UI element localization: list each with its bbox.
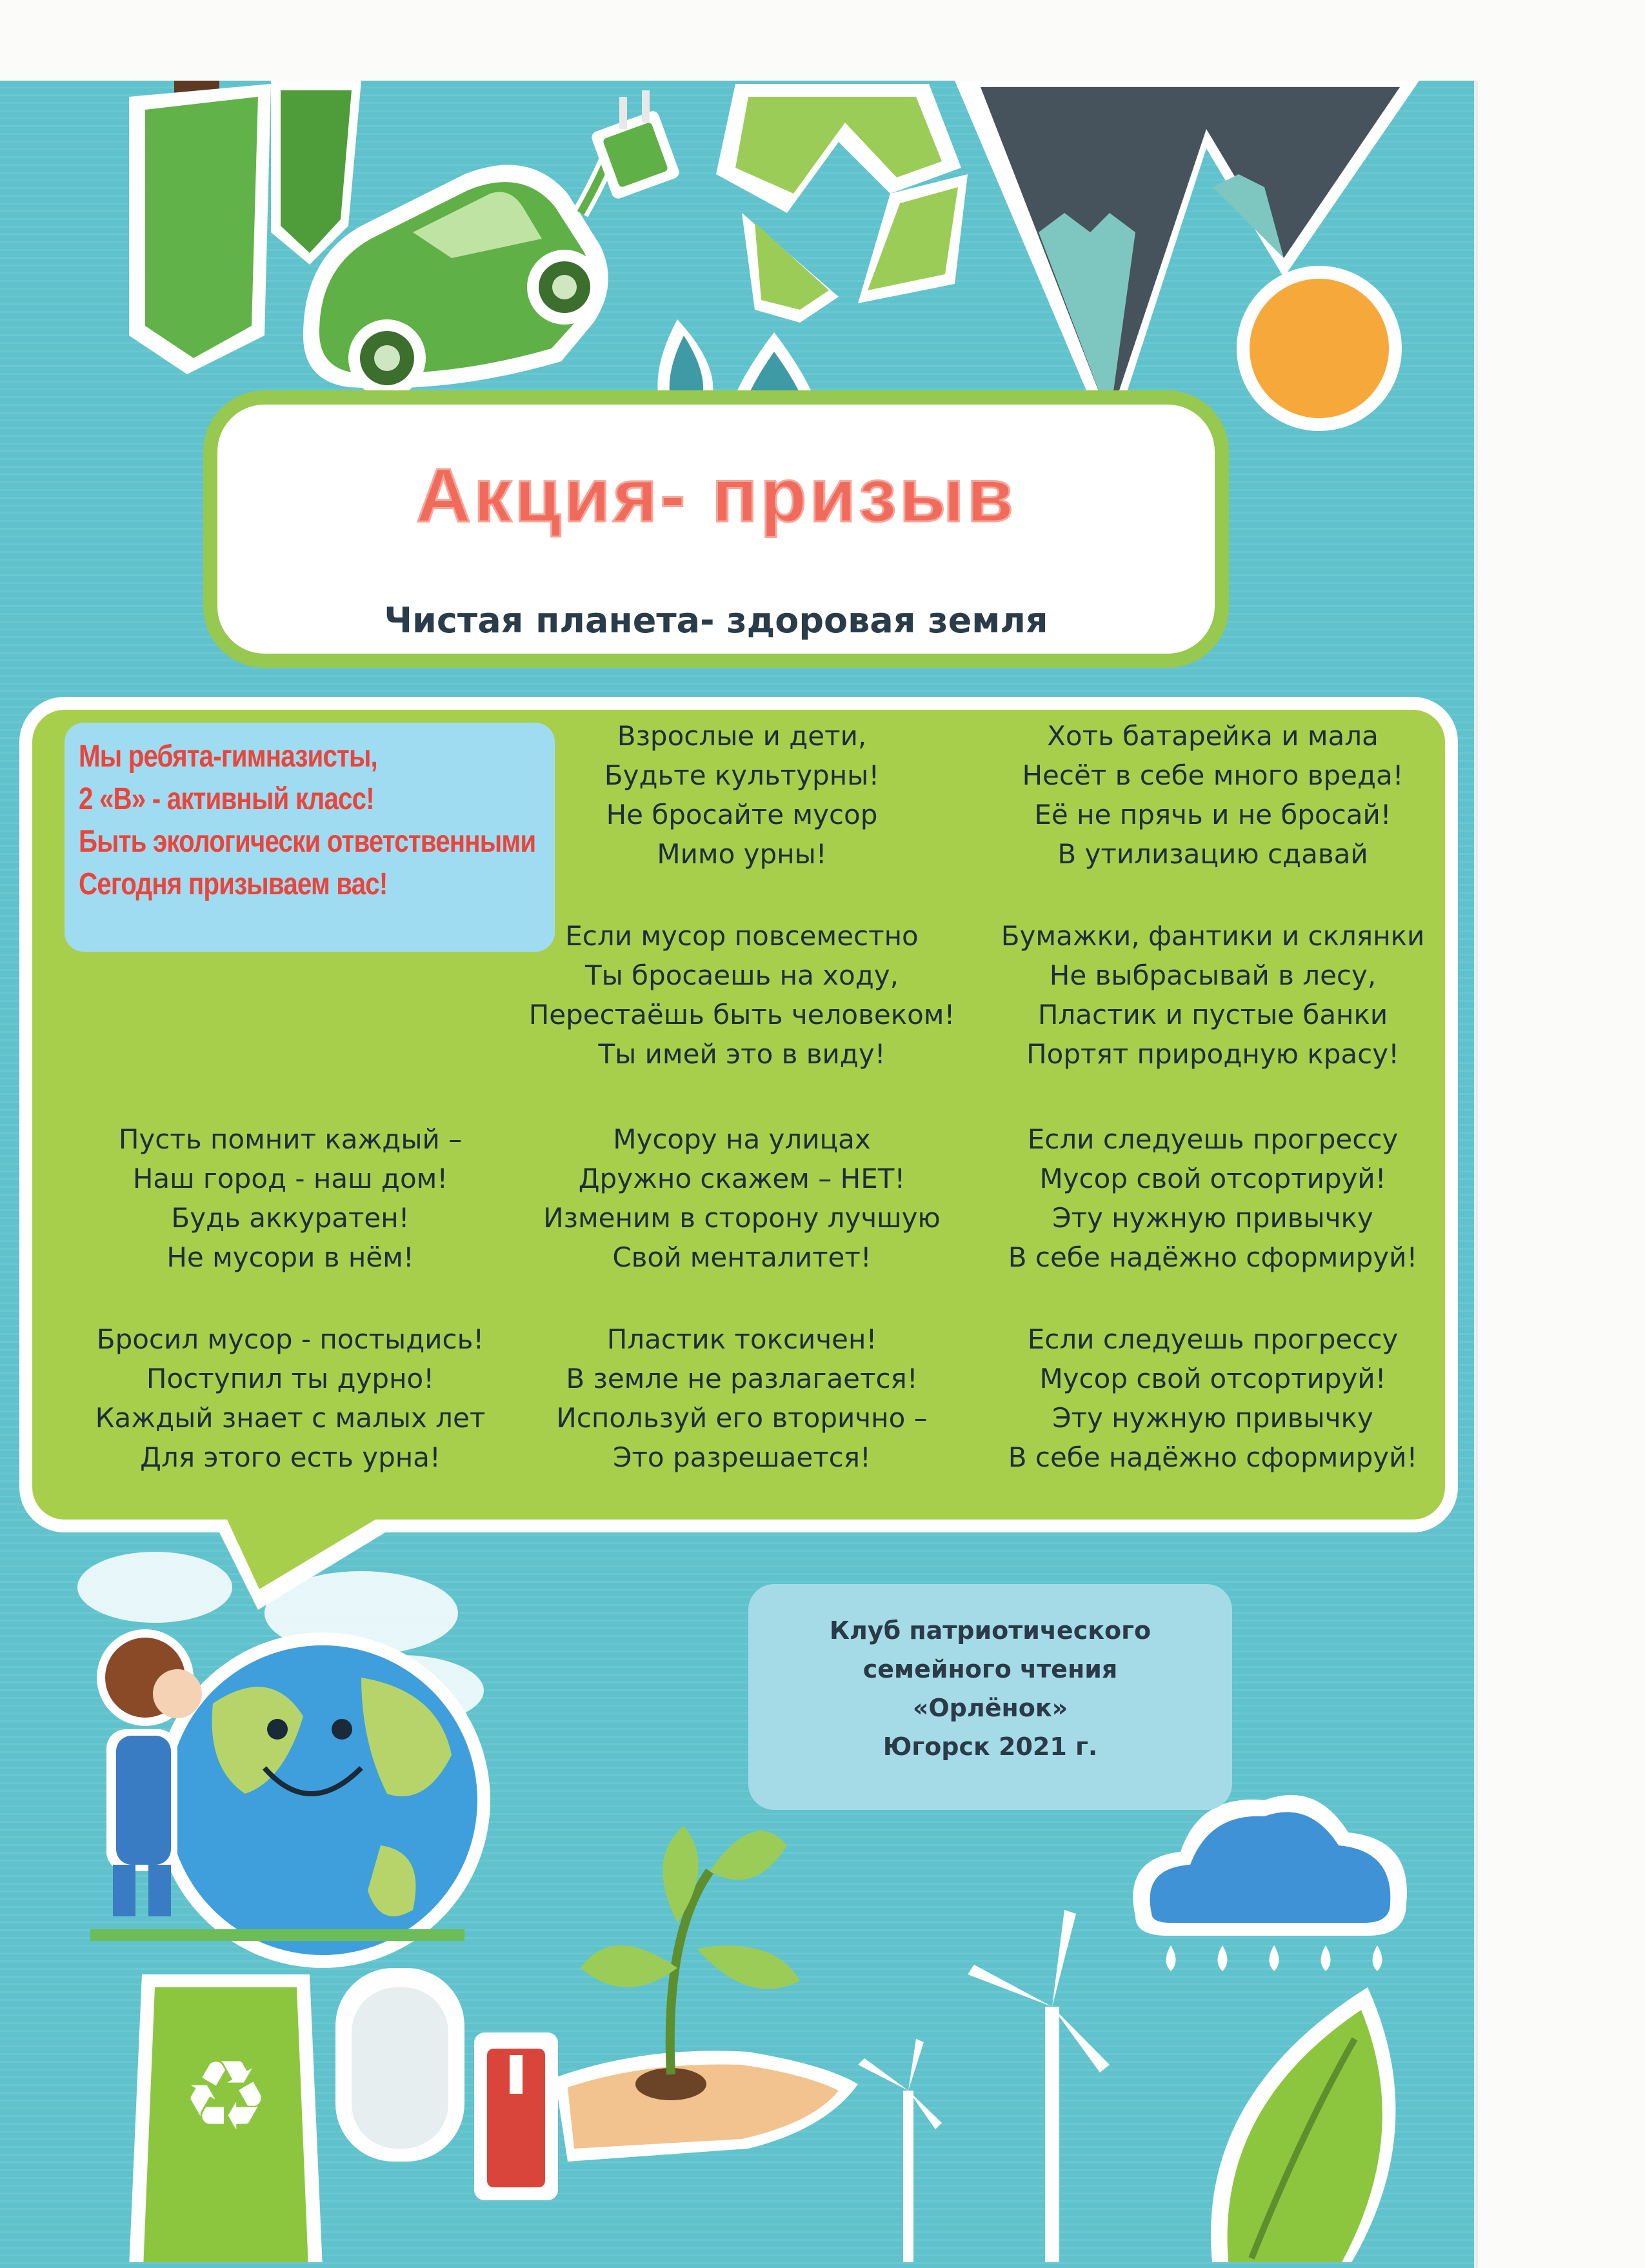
club-line: «Орлёнок» bbox=[912, 1694, 1068, 1722]
stanza bbox=[516, 716, 968, 874]
club-caption bbox=[748, 1584, 1232, 1810]
intro-line: Сегодня призываем вас! bbox=[79, 867, 388, 901]
stanza-line: Эту нужную привычку bbox=[1052, 1202, 1373, 1234]
stanza-line: Это разрешается! bbox=[613, 1441, 871, 1473]
stanza bbox=[516, 1119, 968, 1277]
stanza-line: Не бросайте мусор bbox=[606, 799, 878, 830]
pine-tree-left bbox=[145, 97, 258, 358]
stanza-line: Эту нужную привычку bbox=[1052, 1402, 1373, 1434]
stanza-line: Не выбрасывай в лесу, bbox=[1049, 959, 1377, 991]
stanza-line: Бумажки, фантики и склянки bbox=[1001, 920, 1425, 952]
battery-icon bbox=[474, 2032, 558, 2200]
stanza-line: Используй его вторично – bbox=[556, 1402, 928, 1434]
rain-cloud-icon bbox=[1133, 1795, 1407, 1971]
stanza bbox=[516, 916, 968, 1074]
stanza bbox=[65, 1320, 516, 1477]
stanza-line: Пластик и пустые банки bbox=[1037, 999, 1388, 1030]
stanza-line: Мусор свой отсортируй! bbox=[1039, 1363, 1386, 1394]
wind-turbines-icon bbox=[858, 1910, 1110, 2262]
intro-line: Быть экологически ответственными bbox=[79, 825, 536, 859]
stanza-line: Будьте культурны! bbox=[604, 759, 880, 791]
club-line: Клуб патриотического bbox=[829, 1616, 1152, 1645]
stanza-line: Её не прячь и не бросай! bbox=[1034, 799, 1391, 830]
stanza-line: В земле не разлагается! bbox=[566, 1363, 918, 1394]
stanza bbox=[65, 1119, 516, 1277]
stanza-line: Хоть батарейка и мала bbox=[1047, 720, 1379, 752]
stanza-line: Перестаёшь быть человеком! bbox=[528, 999, 955, 1030]
stanza-line: Для этого есть урна! bbox=[140, 1441, 441, 1473]
stanza-line: Мусор свой отсортируй! bbox=[1039, 1163, 1386, 1194]
stanza-line: Бросил мусор - постыдись! bbox=[96, 1323, 484, 1355]
club-line: Югорск 2021 г. bbox=[882, 1732, 1098, 1761]
stanza bbox=[981, 716, 1445, 874]
stanza-line: Будь аккуратен! bbox=[171, 1202, 410, 1234]
stanza-line: Ты бросаешь на ходу, bbox=[585, 959, 899, 991]
stanza bbox=[516, 1320, 968, 1477]
stanza-line: Мимо урны! bbox=[657, 838, 827, 870]
stanza-line: Несёт в себе много вреда! bbox=[1022, 759, 1404, 791]
stanza-line: Мусору на улицах bbox=[613, 1123, 871, 1155]
stanza-line: В утилизацию сдавай bbox=[1057, 838, 1368, 870]
svg-text:♻: ♻ bbox=[182, 2040, 270, 2153]
stanza-line: Не мусори в нём! bbox=[166, 1241, 414, 1273]
stanza-line: Каждый знает с малых лет bbox=[95, 1402, 486, 1434]
stanza bbox=[981, 1119, 1445, 1277]
stanza bbox=[981, 1320, 1445, 1477]
stanza-line: Ты имей это в виду! bbox=[598, 1038, 886, 1070]
stanza-line: Если мусор повсеместно bbox=[565, 920, 919, 952]
intro-line: Мы ребята-гимназисты, bbox=[79, 739, 377, 774]
stanza-line: В себе надёжно сформируй! bbox=[1008, 1441, 1418, 1473]
stanza-line: Дружно скажем – НЕТ! bbox=[578, 1163, 906, 1194]
speech-bubble-tail-fill bbox=[227, 1520, 375, 1589]
stanza-line: Свой менталитет! bbox=[612, 1241, 872, 1273]
stanza-line: Пластик токсичен! bbox=[606, 1323, 877, 1355]
intro-box bbox=[65, 723, 555, 952]
earth-globe-icon bbox=[155, 1632, 490, 1968]
stanza-line: Портят природную красу! bbox=[1026, 1038, 1399, 1070]
stanza-line: Если следуешь прогрессу bbox=[1027, 1123, 1399, 1155]
club-line: семейного чтения bbox=[862, 1655, 1118, 1683]
stanza-line: Наш город - наш дом! bbox=[132, 1163, 448, 1194]
stanza-line: Поступил ты дурно! bbox=[146, 1363, 435, 1394]
leaf-icon bbox=[1211, 1987, 1395, 2262]
page-subtitle: Чистая планета- здоровая земля bbox=[384, 600, 1048, 641]
light-bulb-icon bbox=[335, 1968, 464, 2162]
recycle-bin-icon bbox=[129, 1974, 323, 2262]
recycle-icon bbox=[716, 84, 968, 323]
page-title: Акция- призыв bbox=[415, 453, 1017, 538]
stanza-line: Взрослые и дети, bbox=[617, 720, 867, 752]
stanza bbox=[981, 916, 1445, 1074]
stanza-line: Если следуешь прогрессу bbox=[1027, 1323, 1399, 1355]
hand-sprout-icon bbox=[555, 1826, 858, 2162]
stanza-line: В себе надёжно сформируй! bbox=[1008, 1241, 1418, 1273]
intro-line: 2 «В» - активный класс! bbox=[79, 782, 374, 816]
electric-car-icon bbox=[303, 90, 681, 397]
sun-icon bbox=[1250, 279, 1389, 418]
stanza-line: Изменим в сторону лучшую bbox=[543, 1202, 941, 1234]
stanza-line: Пусть помнит каждый – bbox=[118, 1123, 463, 1155]
